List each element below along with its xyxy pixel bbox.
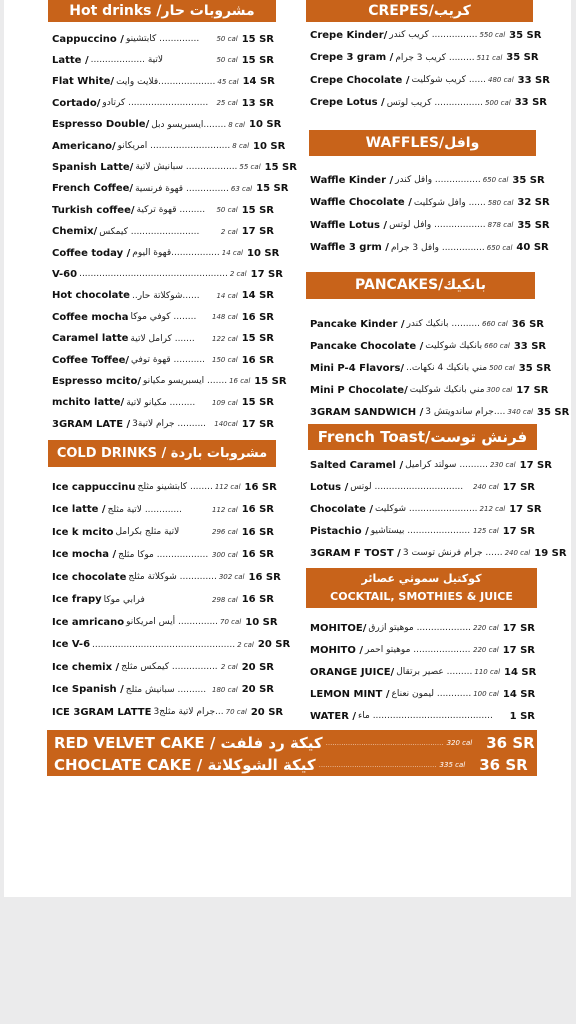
cocktails-header [306, 568, 537, 608]
pancakes-header: PANCAKES/بانكيك [306, 272, 535, 299]
cold-drinks-header: COLD DRINKS / مشروبات باردة [48, 440, 276, 467]
item-price: 14 SR [241, 290, 274, 302]
item-leader: لاتية مثلج ............. [107, 504, 183, 515]
item-calories: 180 cal [212, 685, 238, 694]
item-calories: 650 cal [486, 243, 513, 252]
item-calories: 2 cal [229, 270, 247, 279]
item-name: Waffle Lotus / [310, 219, 388, 231]
item-price: 14 SR [242, 76, 275, 88]
menu-item-row [310, 360, 552, 376]
item-calories: 55 cal [239, 163, 261, 172]
menu-item-row [310, 240, 549, 256]
item-leader: ..شوكلاتة حار...... [131, 290, 200, 301]
item-leader: كريب لوتس ................. [386, 97, 484, 108]
item-name: Ice Spanish / [52, 684, 124, 695]
item-price: 32 SR [517, 197, 550, 208]
menu-item-row [52, 266, 283, 282]
menu-item-row [52, 138, 286, 154]
item-price: 17 SR [516, 384, 549, 396]
item-name: Ice amricano [52, 616, 125, 628]
item-price: 1 SR [509, 710, 535, 722]
item-leader: بانكيك شوكليت [425, 341, 483, 351]
item-calories: 296 cal [212, 528, 238, 536]
menu-item-row [52, 352, 274, 368]
item-leader: موهيتو ازرق ................... [368, 623, 471, 633]
item-leader: .................................................. [92, 639, 236, 650]
item-name: MOHITOE/ [310, 622, 367, 634]
item-leader: كوفي موكا ........ [130, 312, 197, 323]
item-calories: 140cal [214, 420, 238, 429]
item-name: Lotus / [310, 481, 349, 493]
item-price: 20 SR [250, 706, 284, 718]
item-calories: 148 cal [212, 313, 238, 322]
item-calories: 298 cal [212, 595, 238, 604]
item-name: Crepe 3 gram / [310, 52, 394, 63]
item-name: 3GRAM SANDWICH / [310, 406, 424, 418]
item-leader: فرابي موكا [103, 594, 145, 605]
menu-item-row [310, 642, 535, 658]
item-name: WATER / [310, 710, 357, 722]
cake-calories: 320 cal [446, 739, 473, 747]
item-price: 16 SR [244, 481, 277, 493]
item-calories: 112 cal [214, 483, 241, 491]
menu-item-row [310, 404, 570, 420]
item-name: Ice chocolate [52, 571, 127, 583]
item-leader: عصير برتقال ......... [396, 667, 473, 677]
item-price: 19 SR [534, 547, 567, 559]
item-name: Hot chocolate [52, 290, 130, 302]
item-name: Waffle Kinder / [310, 174, 394, 186]
item-calories: 14 cal [221, 249, 243, 257]
item-name: Salted Caramel / [310, 459, 404, 471]
item-leader: قهوة اليوم................. [132, 248, 220, 258]
menu-item-row [52, 682, 274, 698]
item-name: Crepe Lotus / [310, 97, 385, 108]
item-name: Coffee Toffee/ [52, 354, 130, 366]
item-price: 17 SR [502, 644, 535, 656]
menu-item-row [310, 95, 548, 111]
item-price: 20 SR [241, 684, 274, 695]
item-name: Latte / [52, 54, 89, 66]
item-leader: قهوة تركية ......... [136, 205, 206, 216]
item-calories: 230 cal [489, 461, 516, 469]
item-name: Coffee today / [52, 247, 131, 259]
item-calories: 550 cal [479, 31, 506, 39]
item-leader: وافل شوكليت ...... [413, 197, 486, 208]
item-calories: 100 cal [473, 690, 499, 698]
item-calories: 14 cal [216, 291, 238, 300]
item-calories: 50 cal [216, 35, 238, 43]
menu-item-row [52, 637, 291, 653]
item-price: 15 SR [254, 375, 287, 387]
item-price: 17 SR [502, 622, 535, 634]
item-price: 15 SR [241, 397, 274, 409]
item-price: 15 SR [241, 204, 274, 216]
menu-item-row [52, 245, 280, 261]
item-price: 10 SR [245, 616, 278, 628]
item-calories: 125 cal [473, 527, 499, 535]
item-calories: 50 cal [216, 56, 238, 65]
french-toast-header: French Toast/فرنش توست [308, 424, 537, 450]
item-leader: 3 جرام ساندويتش.... [425, 407, 506, 417]
item-leader: بانكيك كندر .......... [406, 319, 481, 329]
item-calories: 25 cal [216, 99, 238, 108]
menu-item-row [52, 331, 274, 347]
item-price: 20 SR [241, 661, 274, 673]
item-price: 16 SR [241, 311, 274, 323]
menu-item-row [310, 479, 535, 495]
item-price: 33 SR [513, 340, 547, 352]
waffles-header: WAFFLES/وافل [309, 130, 536, 156]
item-name: Ice V-6 [52, 639, 91, 650]
item-price: 16 SR [241, 594, 274, 605]
item-name: Mini P-4 Flavors/ [310, 362, 405, 374]
item-name: Coffee mocha [52, 311, 129, 323]
menu-item-row [52, 159, 297, 175]
item-name: Waffle Chocolate / [310, 197, 412, 208]
item-name: Cappuccino / [52, 33, 124, 45]
menu-item-row [310, 195, 550, 211]
menu-item-row [52, 416, 274, 432]
item-leader: ماء .......................................... [358, 711, 493, 721]
menu-item-row [310, 316, 544, 332]
item-name: Chocolate / [310, 503, 373, 515]
menu-item-row [52, 547, 274, 563]
item-name: 3GRAM F TOST / [310, 547, 401, 559]
item-leader: أيس امريكانو .............. [126, 617, 219, 627]
item-price: 14 SR [504, 666, 537, 678]
menu-item-row [52, 288, 274, 304]
menu-item-row [52, 704, 284, 720]
item-calories: 650 cal [482, 176, 509, 184]
item-price: 15 SR [241, 333, 274, 345]
item-leader: كيمكس ........................ [99, 226, 200, 237]
menu-item-row [52, 181, 289, 197]
item-calories: 70 cal [220, 618, 242, 626]
item-leader: .................................................... [79, 269, 228, 280]
item-leader: ..مني بانكيك 4 نكهات [406, 363, 488, 373]
item-leader: ................... لاتية [90, 55, 164, 66]
item-name: Crepe Chocolate / [310, 74, 410, 86]
menu-item-row [52, 524, 274, 540]
item-name: Ice chemix / [52, 661, 120, 673]
item-price: 10 SR [246, 247, 280, 259]
item-leader: كابتشينو .............. [125, 34, 200, 44]
item-price: 35 SR [512, 174, 545, 186]
item-name: Turkish coffee/ [52, 204, 135, 216]
menu-item-row [310, 50, 539, 66]
item-name: 3GRAM LATE / [52, 418, 131, 430]
item-leader: 3 جرام فرنش توست ...... [402, 548, 503, 558]
cocktails-header-arabic: كوكتيل سموثي عصائر [361, 572, 482, 585]
item-leader: كريب شوكليت ...... [411, 75, 486, 85]
item-calories: 511 cal [476, 53, 503, 62]
item-name: Cortado/ [52, 97, 101, 109]
item-calories: 500 cal [489, 364, 515, 372]
item-calories: 302 cal [218, 573, 245, 581]
item-price: 33 SR [517, 74, 550, 86]
item-calories: 2 cal [220, 227, 238, 236]
item-leader: سولتد كراميل .......... [405, 460, 488, 470]
item-name: mchito latte/ [52, 397, 125, 409]
item-leader: وافل لوتس .................. [389, 220, 486, 230]
item-price: 15 SR [256, 183, 289, 195]
menu-item-row [52, 224, 274, 240]
item-calories: 500 cal [485, 98, 511, 107]
menu-item-row [52, 31, 274, 47]
menu-item-row [52, 569, 281, 585]
menu-item-row [310, 686, 535, 702]
item-leader: ليمون نعناع ............ [391, 689, 472, 699]
item-leader: قهوة توفي ........... [131, 355, 206, 365]
item-name: Flat White/ [52, 76, 115, 88]
item-price: 16 SR [241, 504, 274, 515]
item-price: 10 SR [248, 119, 282, 131]
item-leader: موهيتو احمر .................... [365, 645, 471, 655]
item-price: 17 SR [519, 459, 552, 471]
item-calories: 240 cal [473, 483, 499, 491]
menu-item-row [310, 545, 567, 561]
item-price: 17 SR [250, 268, 283, 280]
item-price: 14 SR [502, 688, 536, 700]
item-calories: 112 cal [212, 505, 238, 514]
item-price: 35 SR [518, 362, 552, 374]
item-calories: 660 cal [484, 342, 510, 350]
item-price: 36 SR [511, 318, 544, 330]
item-name: Pancake Kinder / [310, 318, 405, 330]
cocktails-header-english: COCKTAIL, SMOTHIES & JUICE [330, 590, 513, 603]
item-name: Caramel latte [52, 333, 129, 345]
item-leader: 3جرام لاتية .......... [132, 419, 207, 430]
item-name: MOHITO / [310, 644, 363, 656]
item-name: Espresso mcito/ [52, 375, 141, 387]
item-name: ICE 3GRAM LATTE [52, 706, 152, 718]
cake-name: RED VELVET CAKE / كيكة رد فلفت [54, 734, 323, 752]
menu-item-row [310, 382, 549, 398]
item-name: Waffle 3 grm / [310, 242, 389, 253]
item-name: Pancake Chocolate / [310, 340, 424, 352]
cake-leader: ..................................................... [318, 761, 437, 769]
menu-item-row [52, 592, 274, 608]
item-calories: 16 cal [229, 377, 251, 386]
item-price: 17 SR [241, 418, 274, 430]
item-price: 16 SR [241, 549, 274, 560]
item-leader: موكا مثلج .................. [118, 549, 209, 560]
item-price: 35 SR [537, 406, 570, 418]
item-name: Chemix/ [52, 226, 98, 238]
menu-item-row [310, 172, 545, 188]
item-price: 10 SR [253, 140, 286, 152]
item-calories: 340 cal [507, 408, 533, 416]
item-name: Ice cappuccinu [52, 481, 136, 493]
item-leader: كابتشينو مثلج ........ [137, 482, 213, 492]
item-leader: 3جرام لاتية مثلج... [153, 707, 224, 717]
item-leader: كريب كندر ................ [389, 30, 478, 40]
hot-drinks-header: Hot drinks /مشروبات حار [48, 0, 276, 22]
item-price: 13 SR [241, 97, 274, 109]
menu-item-row [52, 395, 274, 411]
item-price: 17 SR [241, 226, 274, 238]
item-leader: مني بانكيك شوكليت [409, 385, 485, 395]
item-calories: 660 cal [482, 320, 508, 328]
item-price: 16 SR [241, 526, 274, 538]
item-name: Mini P Chocolate/ [310, 384, 408, 396]
item-price: 35 SR [517, 219, 550, 231]
cake-price: 36 SR [486, 734, 535, 752]
menu-item-row [52, 202, 274, 218]
menu-item-row [310, 27, 542, 43]
cake-name: CHOCLATE CAKE / كيكة الشوكلاتة [54, 756, 316, 774]
menu-item-row [52, 74, 274, 90]
item-calories: 8 cal [232, 142, 250, 150]
item-leader: سبانيش مثلج .......... [125, 684, 207, 695]
cakes-bar [47, 730, 537, 776]
item-leader: شوكليت ........................ [375, 504, 478, 514]
item-leader: سبانيش لاتية .................. [135, 162, 238, 173]
item-leader: فلايت وايت.................... [116, 76, 216, 87]
item-price: 15 SR [264, 161, 297, 173]
cake-leader: ..................................................... [325, 739, 444, 747]
item-name: Espresso Double/ [52, 119, 150, 131]
menu-item-row [52, 479, 277, 495]
menu-item-row [52, 52, 274, 68]
menu-item-row [52, 309, 274, 325]
item-calories: 2 cal [220, 663, 238, 671]
item-leader: شوكلاتة مثلج ............. [128, 572, 217, 582]
item-price: 15 SR [241, 54, 274, 66]
menu-item-row [310, 72, 550, 88]
item-calories: 50 cal [216, 206, 238, 215]
menu-item-row [52, 95, 274, 111]
item-name: ORANGE JUICE/ [310, 666, 395, 678]
menu-item-row [310, 338, 547, 354]
item-name: Spanish Latte/ [52, 161, 134, 173]
item-calories: 300 cal [212, 550, 238, 559]
item-name: LEMON MINT / [310, 688, 390, 700]
item-price: 40 SR [516, 242, 549, 253]
item-price: 17 SR [509, 503, 542, 515]
menu-item-row [52, 373, 287, 389]
item-calories: 70 cal [225, 708, 247, 716]
item-calories: 2 cal [237, 640, 254, 649]
item-leader: كرامل لاتية ....... [130, 333, 195, 344]
item-calories: 580 cal [487, 198, 514, 207]
menu-item-row [52, 614, 278, 630]
item-price: 20 SR [257, 639, 291, 650]
cake-row-red-velvet [54, 732, 535, 754]
item-leader: كريب 3 جرام ......... [395, 52, 475, 63]
item-leader: وافل 3 جرام ............... [390, 242, 485, 253]
item-leader: قهوة فرنسية ............... [135, 183, 229, 194]
item-calories: 110 cal [474, 668, 501, 676]
menu-item-row [310, 217, 550, 233]
menu-item-row [310, 708, 535, 724]
menu-item-row [52, 117, 282, 133]
item-calories: 109 cal [212, 398, 238, 407]
menu-item-row [52, 659, 274, 675]
item-name: Ice frapy [52, 594, 102, 605]
item-price: 35 SR [509, 29, 542, 41]
item-leader: مكيانو لاتية ......... [126, 397, 196, 408]
item-name: Ice k mcito [52, 526, 114, 538]
item-calories: 480 cal [487, 76, 514, 84]
item-name: V-60 [52, 268, 78, 280]
item-calories: 8 cal [228, 120, 245, 129]
item-price: 16 SR [248, 571, 281, 583]
menu-item-row [310, 523, 535, 539]
menu-item-row [310, 457, 552, 473]
item-calories: 300 cal [486, 386, 513, 394]
item-name: Crepe Kinder/ [310, 29, 388, 41]
item-calories: 63 cal [230, 184, 253, 193]
item-price: 17 SR [502, 481, 535, 493]
menu-item-row [310, 620, 535, 636]
item-leader: امريكانو ............................ [117, 141, 231, 151]
item-leader: ايسبريسو مكيانو ....... [143, 376, 228, 387]
item-price: 15 SR [241, 33, 274, 45]
item-leader: وافل كندر ................ [395, 175, 481, 185]
menu-item-row [310, 664, 535, 680]
item-name: Pistachio / [310, 525, 369, 537]
item-calories: 220 cal [473, 646, 499, 654]
item-calories: 45 cal [217, 77, 239, 86]
item-price: 17 SR [502, 525, 535, 537]
item-name: Ice mocha / [52, 549, 117, 560]
item-leader: بيستاشيو ...................... [370, 526, 471, 536]
item-price: 33 SR [514, 97, 548, 108]
item-name: French Coffee/ [52, 183, 134, 195]
cake-row-chocolate [54, 754, 528, 776]
item-calories: 212 cal [479, 505, 506, 513]
crepes-header: CREPES/كريب [306, 0, 533, 22]
item-name: Ice latte / [52, 504, 106, 515]
cake-price: 36 SR [479, 756, 528, 774]
item-calories: 150 cal [212, 356, 238, 364]
item-leader: كيمكس مثلج ................ [121, 662, 218, 672]
item-leader: لوتس ............................... [350, 482, 464, 492]
item-calories: 122 cal [212, 334, 238, 343]
item-leader: لاتية مثلج بكرامل [115, 527, 180, 537]
item-leader: كرتادو ............................ [102, 98, 209, 109]
item-name: Americano/ [52, 140, 116, 152]
item-calories: 220 cal [473, 624, 499, 632]
item-price: 35 SR [506, 52, 539, 63]
item-leader: ايسبريسو دبل........ [151, 119, 227, 130]
item-calories: 878 cal [487, 221, 514, 229]
item-calories: 240 cal [504, 549, 531, 557]
cake-calories: 335 cal [439, 761, 466, 769]
menu-item-row [52, 502, 274, 518]
menu-item-row [310, 501, 542, 517]
item-price: 16 SR [241, 354, 274, 366]
